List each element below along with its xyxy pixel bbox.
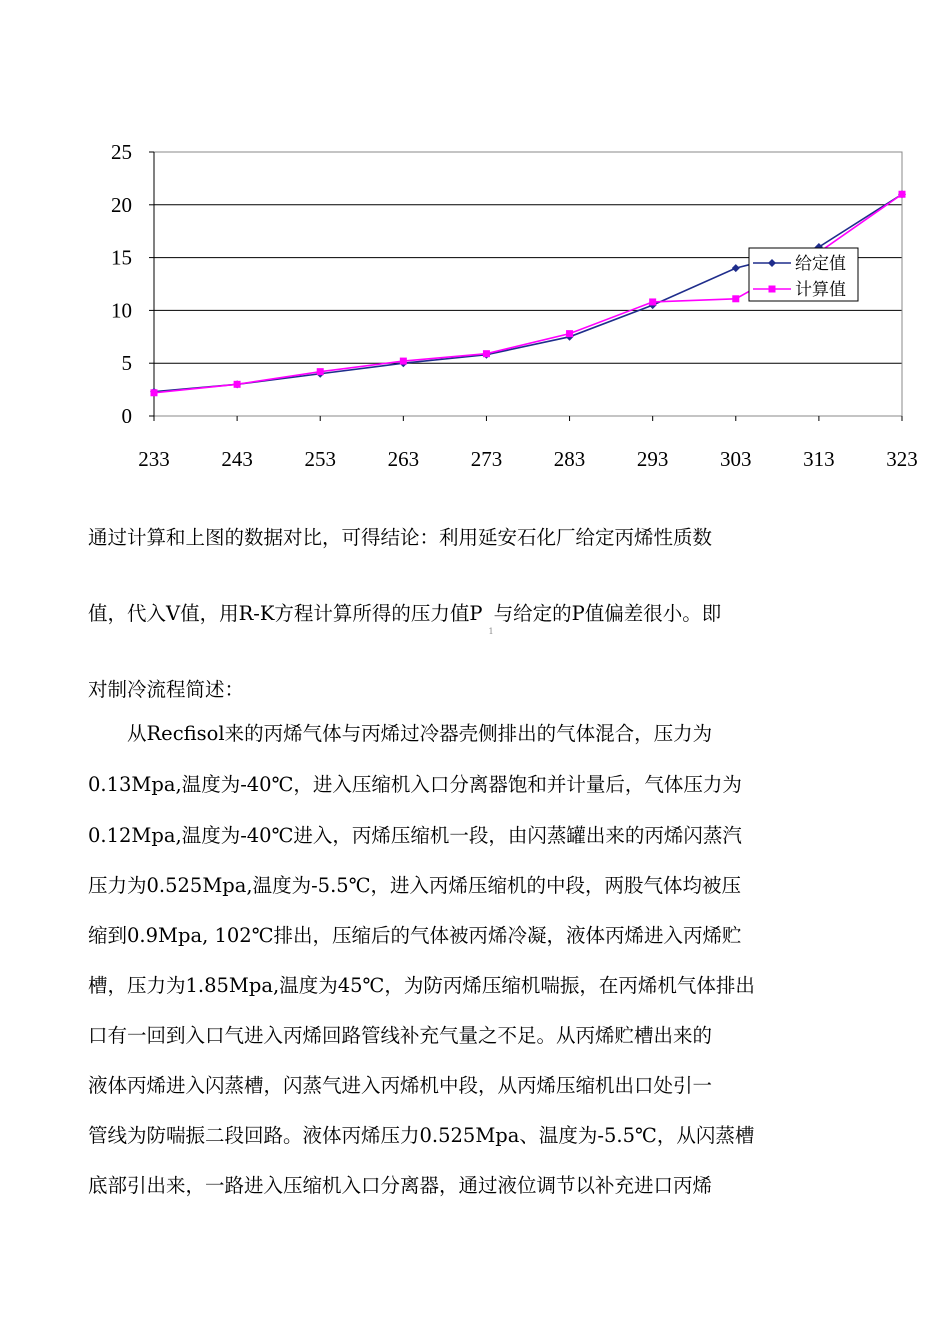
data-point <box>566 330 573 337</box>
text-line: 底部引出来，一路进入压缩机入口分离器，通过液位调节以补充进口丙烯 <box>88 1174 713 1197</box>
data-point <box>649 298 656 305</box>
x-tick-label: 233 <box>138 447 170 471</box>
subscript: 1 <box>488 627 494 636</box>
data-point <box>400 358 407 365</box>
data-point <box>732 295 739 302</box>
text-line: 管线为防喘振二段回路。液体丙烯压力0.525Mpa、温度为-5.5℃，从闪蒸槽 <box>88 1124 755 1147</box>
pressure-temperature-chart <box>0 0 950 500</box>
y-tick-label: 5 <box>121 351 132 376</box>
legend-marker <box>769 286 776 293</box>
legend-label: 给定值 <box>795 254 846 274</box>
y-tick-label: 10 <box>111 298 132 323</box>
y-axis-ticks <box>111 140 154 428</box>
x-tick-label: 283 <box>553 447 586 471</box>
x-tick-label: 253 <box>304 447 336 471</box>
data-point <box>899 191 906 198</box>
text-run: 与给定的P值偏差很小。即 <box>493 602 722 625</box>
text-line: 压力为0.525Mpa,温度为-5.5℃，进入丙烯压缩机的中段，两股气体均被压 <box>88 874 742 897</box>
x-tick-label: 293 <box>636 447 669 471</box>
y-tick-label: 15 <box>111 245 132 270</box>
text-line: 口有一回到入口气进入丙烯回路管线补充气量之不足。从丙烯贮槽出来的 <box>88 1024 713 1047</box>
x-tick-label: 323 <box>886 447 918 471</box>
y-tick-label: 0 <box>121 404 132 428</box>
data-point <box>483 350 490 357</box>
x-tick-label: 243 <box>221 447 253 471</box>
text-line: 通过计算和上图的数据对比，可得结论：利用延安石化厂给定丙烯性质数 <box>88 526 713 549</box>
x-tick-label: 303 <box>720 447 752 471</box>
text-run: 值，代入V值，用R-K方程计算所得的压力值P <box>88 602 483 625</box>
data-point <box>732 264 740 272</box>
text-line <box>88 598 721 636</box>
data-point <box>151 389 158 396</box>
text-line: 从Recfisol来的丙烯气体与丙烯过冷器壳侧排出的气体混合，压力为 <box>88 722 713 745</box>
text-line: 0.13Mpa,温度为-40℃，进入压缩机入口分离器饱和并计量后，气体压力为 <box>88 773 742 796</box>
x-tick-label: 263 <box>387 447 420 471</box>
y-tick-label: 25 <box>111 140 132 164</box>
x-tick-label: 273 <box>470 447 503 471</box>
text-line: 槽，压力为1.85Mpa,温度为45℃，为防丙烯压缩机喘振，在丙烯机气体排出 <box>88 974 755 997</box>
text-line: 0.12Mpa,温度为-40℃进入，丙烯压缩机一段，由闪蒸罐出来的丙烯闪蒸汽 <box>88 824 742 847</box>
text-line: 液体丙烯进入闪蒸槽，闪蒸气进入丙烯机中段，从丙烯压缩机出口处引一 <box>88 1074 713 1097</box>
chart-legend <box>749 248 858 301</box>
legend-label: 计算值 <box>795 280 846 300</box>
data-point <box>234 381 241 388</box>
y-tick-label: 20 <box>111 192 132 217</box>
x-axis-ticks <box>138 416 918 471</box>
text-line: 缩到0.9Mpa, 102℃排出，压缩后的气体被丙烯冷凝，液体丙烯进入丙烯贮 <box>88 924 742 947</box>
section-heading: 对制冷流程简述： <box>88 678 245 701</box>
data-point <box>317 368 324 375</box>
x-tick-label: 313 <box>803 447 835 471</box>
